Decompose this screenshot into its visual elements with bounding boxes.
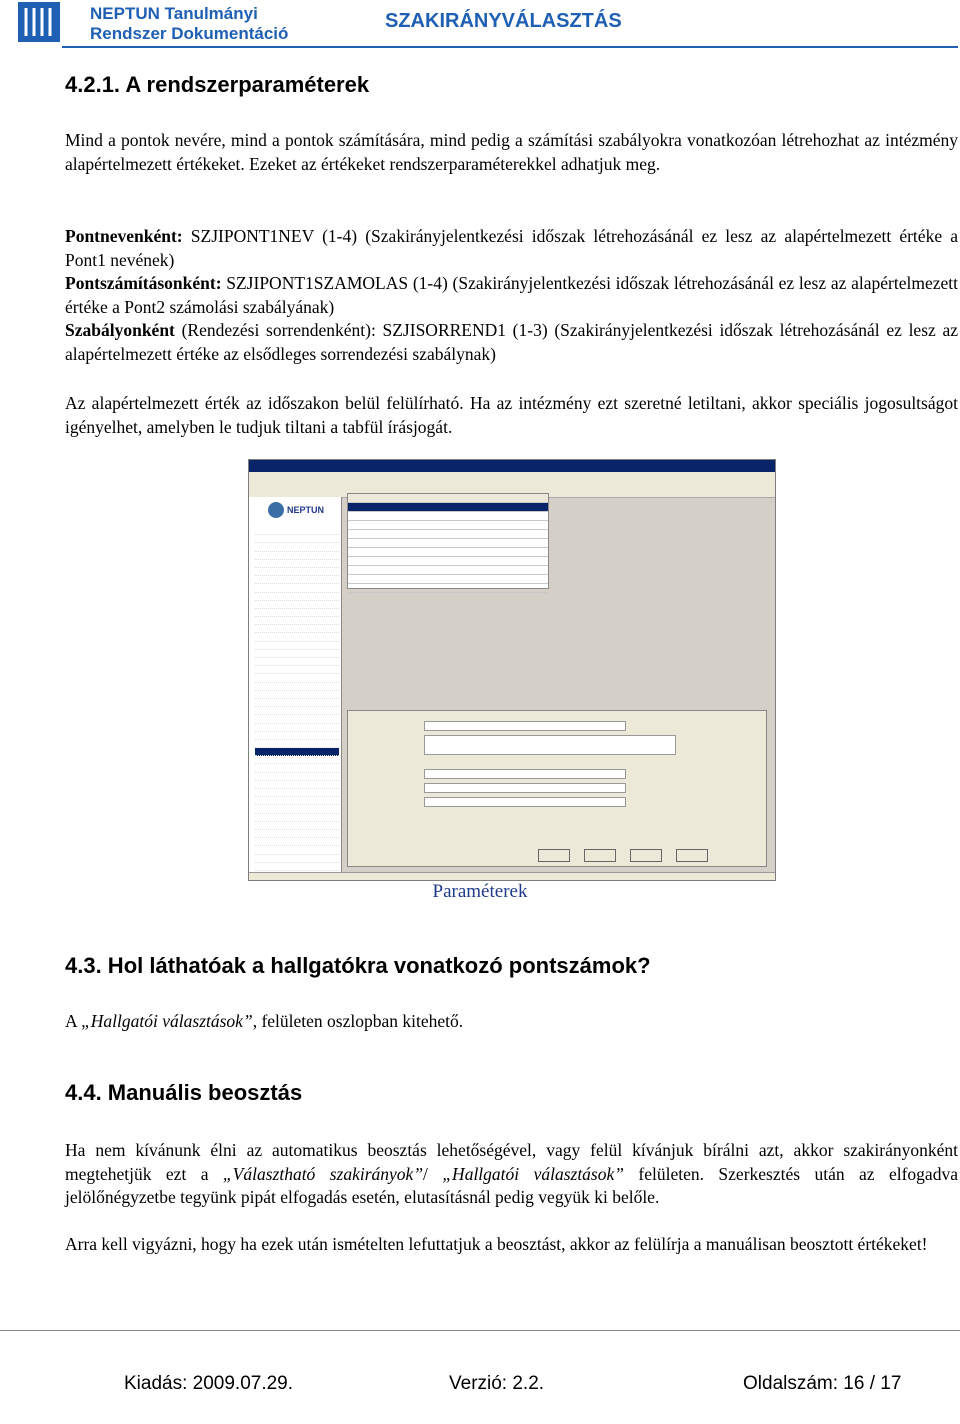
header-divider [62,46,958,48]
intro-paragraph: Mind a pontok nevére, mind a pontok számítására, mind pedig a számítási szabályokra vonatkozóan létrehozhat az intézmény alapértelmezett értékeket. Ezeket az értékeket rendszerparaméterekkel adhatjuk meg. [65,130,958,174]
screenshot-statusbar [249,872,775,881]
paragraph-4-4-b: Arra kell vigyázni, hogy ha ezek után ismételten lefuttatjuk a beosztást, akkor az felülírja a manuálisan beosztott értékeket! [65,1234,928,1254]
screenshot-menu-tree [249,497,342,872]
screenshot-logo [267,499,337,521]
header-title: NEPTUN Tanulmányi Rendszer Dokumentáció [90,4,289,43]
figure-caption: Paraméterek [432,881,528,902]
page-header [0,0,960,52]
screenshot-titlebar [249,460,775,472]
paragraph-4-4-a: Ha nem kívánunk élni az automatikus beosztás lehetőségével, vagy felül kívánjuk bírálni azt, akkor szakirányonként megtehetjük ezt a „Választható szakirányok”/ „Hallgatói választások” felületen. Szerkesztés után az elfogadva jelölőnégyzetbe tegyünk pipát elfogadás esetén, elutasításnál pedig vegyük ki belőle. [65,1140,958,1207]
header-section: SZAKIRÁNYVÁLASZTÁS [385,10,622,32]
heading-4-3: 4.3. Hol láthatóak a hallgatókra vonatkozó pontszámok? [65,953,651,978]
paragraph-4-3: A „Hallgatói választások”, felületen oszlopban kitehető. [65,1011,464,1031]
param-item: Szabályonként (Rendezési sorrendenként): SZJISORREND1 (1-3) (Szakirányjelentkezési időszak létrehozásánál ez lesz az alapértelmezett értéke az elsődleges sorrendezési szabálynak) [65,320,958,364]
param-item: Pontszámításonként: SZJIPONT1SZAMOLAS (1-4) (Szakirányjelentkezési időszak létrehozásánál ez lesz az alapértelmezett értéke a Pont2 számolási szabályának) [65,273,958,317]
param-item: Pontnevenként: SZJIPONT1NEV (1-4) (Szakirányjelentkezési időszak létrehozásánál ez lesz az alapértelmezett értéke a Pont1 nevének) [65,226,958,270]
screenshot-tree-lines [255,527,339,881]
parameters-screenshot [248,459,776,881]
screenshot-menubar [249,472,775,481]
heading-4-4: 4.4. Manuális beosztás [65,1080,303,1105]
note-paragraph: Az alapértelmezett érték az időszakon belül felülírható. Ha az intézmény ezt szeretné letiltani, akkor speciális jogosultságot igényelhet, amelyben le tudjuk tiltani a tabfül írásjogát. [65,393,958,437]
neptun-logo-icon [18,2,60,42]
footer-issue: Kiadás: 2009.07.29. [124,1373,294,1394]
screenshot-param-grid [347,493,549,589]
footer-page: Oldalszám: 16 / 17 [743,1373,902,1394]
heading-4-2-1: 4.2.1. A rendszerparaméterek [65,72,370,97]
svg-text:NEPTUN: NEPTUN [287,505,325,515]
footer-version: Verzió: 2.2. [449,1373,545,1394]
screenshot-edit-panel [347,710,767,867]
neptun-globe-icon [267,499,337,521]
param-list [65,225,958,366]
footer-divider [0,1330,960,1331]
